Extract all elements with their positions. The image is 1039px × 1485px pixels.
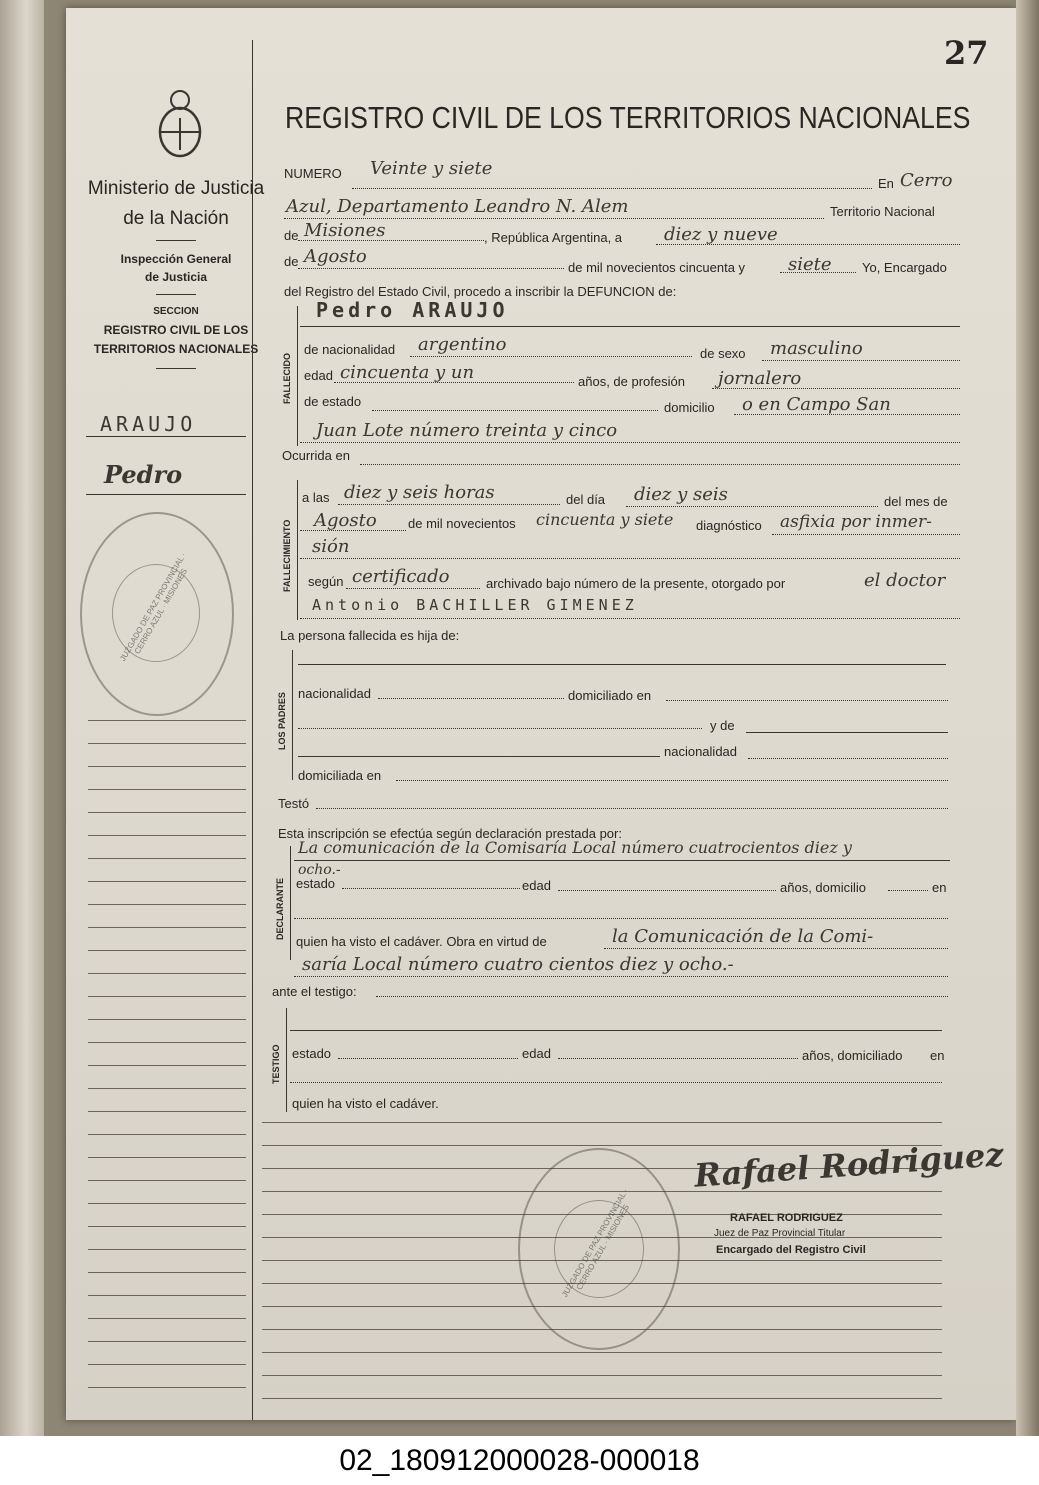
numero-label: NUMERO	[284, 166, 342, 181]
ruled-line	[88, 973, 246, 974]
nacionalidad2-line	[378, 698, 564, 699]
edad2-line	[558, 890, 776, 891]
ruled-line	[88, 1157, 246, 1158]
domicilio-line-2	[300, 442, 960, 443]
declarante-value: La comunicación de la Comisaría Local número cuatrocientos diez y	[298, 838, 852, 857]
segun-label: según	[308, 574, 344, 589]
mes-value: Agosto	[314, 510, 377, 531]
official-stamp	[80, 512, 234, 716]
domicilio-value: o en Campo San	[742, 394, 891, 415]
edad3-line	[558, 1058, 798, 1059]
diag-line	[772, 534, 960, 535]
ruled-line	[88, 1341, 246, 1342]
profesion-line	[712, 388, 960, 389]
ruled-line	[88, 1203, 246, 1204]
ruled-line	[88, 835, 246, 836]
anos-label: años, de profesión	[578, 374, 685, 389]
padre-dom-line	[298, 728, 702, 729]
numero-value: Veinte y siete	[370, 158, 493, 179]
registry-line2: TERRITORIOS NACIONALES	[93, 342, 259, 356]
de-label-2: de	[284, 254, 299, 269]
ruled-line	[88, 1318, 246, 1319]
edad-label: edad	[304, 368, 333, 383]
nacionalidad2-label: nacionalidad	[298, 686, 372, 701]
testo-label: Testó	[278, 796, 310, 811]
registry-line1: REGISTRO CIVIL DE LOS	[103, 323, 249, 337]
page-number: 27	[944, 34, 989, 72]
ruled-line	[88, 1065, 246, 1066]
edad-line	[334, 382, 574, 383]
day-line	[656, 244, 960, 245]
stamp-text: JUZGADO DE PAZ PROVINCIAL · CERRO AZUL · MISIONES	[118, 550, 190, 663]
signatory-role2: Encargado del Registro Civil	[716, 1244, 866, 1256]
ruled-line	[262, 1122, 942, 1123]
divider	[156, 294, 196, 295]
sexo-value: masculino	[770, 338, 863, 359]
domiciliado-label: domiciliado en	[568, 688, 652, 703]
estado2-line	[342, 888, 520, 889]
ruled-line	[88, 812, 246, 813]
ruled-line	[88, 950, 246, 951]
nacionalidad3-label: nacionalidad	[664, 744, 738, 759]
numero-line	[352, 188, 872, 189]
margin-given-name: Pedro	[104, 460, 183, 489]
ruled-line	[88, 1226, 246, 1227]
footer-identifier: 02_180912000028-000018	[0, 1436, 1039, 1485]
ruled-line	[262, 1398, 942, 1399]
signature-scrawl: Rafael Rodriguez	[693, 1135, 1005, 1195]
yde-label: y de	[710, 718, 735, 733]
en-value: Cerro	[900, 170, 953, 191]
obra-line	[604, 948, 948, 949]
doctor-name: Antonio BACHILLER GIMENEZ	[312, 596, 638, 614]
margin-rule	[86, 494, 246, 495]
nacionalidad-label: de nacionalidad	[304, 342, 396, 357]
vertical-label-fallecido: FALLECIDO	[282, 353, 292, 404]
vertical-label-declarante: DECLARANTE	[275, 878, 285, 940]
padre-name-line	[298, 664, 946, 665]
dom2-line	[888, 890, 928, 891]
bracket-testigo	[286, 1008, 287, 1112]
territorio-label: Territorio Nacional	[830, 204, 935, 219]
testo-line	[316, 808, 948, 809]
ocurrida-label: Ocurrida en	[282, 448, 350, 463]
mil2-label: de mil novecientos	[408, 516, 516, 531]
visto-label: quien ha visto el cadáver. Obra en virtud de	[296, 934, 547, 949]
obra-line-2	[294, 976, 948, 977]
ruled-line	[88, 858, 246, 859]
anos-dom-label: años, domicilio	[780, 880, 866, 895]
declarante-line	[294, 860, 950, 861]
de-label: de	[284, 228, 299, 243]
segun-value: certificado	[352, 566, 450, 587]
territory-line	[298, 240, 484, 241]
dia-value: diez y seis	[634, 484, 728, 505]
official-stamp-bottom	[518, 1148, 680, 1350]
inscripcion-label: Esta inscripción se efectúa según declaración prestada por:	[278, 826, 622, 841]
bracket-fallecimiento	[297, 480, 298, 620]
domiciliada-line	[396, 780, 948, 781]
inspection-line2: de Justicia	[144, 270, 208, 284]
place-line	[284, 218, 824, 219]
anos-dom2-label: años, domiciliado	[802, 1048, 903, 1063]
domicilio-label: domicilio	[664, 400, 715, 415]
domicilio-line	[734, 414, 960, 415]
ruled-line	[262, 1375, 942, 1376]
previous-page-edge	[0, 0, 44, 1436]
ocurrida-line	[360, 464, 960, 465]
madre-name-line-2	[298, 756, 660, 757]
domiciliado-line	[666, 700, 948, 701]
ruled-line	[88, 1134, 246, 1135]
ruled-line	[262, 1352, 942, 1353]
ruled-line	[88, 881, 246, 882]
hija-label: La persona fallecida es hija de:	[280, 628, 460, 643]
mes-line	[300, 530, 406, 531]
coat-of-arms-icon	[154, 88, 206, 160]
domiciliada-label: domiciliada en	[298, 768, 382, 783]
deceased-line	[300, 326, 960, 327]
diag-line-2	[300, 558, 960, 559]
day-value: diez y nueve	[664, 224, 778, 245]
profesion-value: jornalero	[718, 368, 802, 389]
ruled-line	[88, 927, 246, 928]
signatory-name: RAFAEL RODRIGUEZ	[730, 1212, 843, 1224]
bracket-declarante	[290, 846, 291, 960]
margin-surname: ARAUJO	[100, 412, 197, 436]
section-label: SECCION	[153, 306, 199, 317]
en-label: En	[878, 176, 894, 191]
ruled-line	[88, 1249, 246, 1250]
diag-value-2: sión	[312, 536, 350, 557]
stamp-text: JUZGADO DE PAZ PROVINCIAL · CERRO AZUL · MISIONES	[560, 1186, 632, 1299]
column-divider	[252, 40, 253, 1420]
declarante-dom-line	[294, 918, 948, 919]
divider	[156, 368, 196, 369]
sexo-line	[762, 360, 960, 361]
dia-line	[626, 506, 878, 507]
registro-label: del Registro del Estado Civil, procedo a inscribir la DEFUNCION de:	[284, 284, 677, 299]
en2-label: en	[932, 880, 947, 895]
dia-label: del día	[566, 492, 606, 507]
edad3-label: edad	[522, 1046, 551, 1061]
ruled-line	[88, 1295, 246, 1296]
ruled-line	[88, 1111, 246, 1112]
estado-line	[372, 410, 658, 411]
estado-label: de estado	[304, 394, 362, 409]
nacionalidad-line	[410, 356, 692, 357]
ruled-line	[88, 996, 246, 997]
signatory-role1: Juez de Paz Provincial Titular	[714, 1228, 846, 1239]
territory-value: Misiones	[304, 220, 386, 241]
page-title: REGISTRO CIVIL DE LOS TERRITORIOS NACIONALES	[285, 100, 971, 135]
year-line	[780, 272, 856, 273]
vertical-label-fallecimiento: FALLECIMIENTO	[282, 519, 292, 592]
ruled-line	[88, 1272, 246, 1273]
testigo-intro-line	[376, 996, 948, 997]
testigo-label: ante el testigo:	[272, 984, 357, 999]
deceased-name: Pedro ARAUJO	[316, 298, 509, 322]
year-value: siete	[788, 254, 832, 275]
edad-value: cincuenta y un	[340, 362, 475, 383]
obra-value-2: saría Local número cuatro cientos diez y ocho.-	[302, 954, 734, 975]
horas-line	[338, 504, 560, 505]
ruled-line	[88, 1364, 246, 1365]
estado3-label: estado	[292, 1046, 332, 1061]
book-edge	[1016, 0, 1039, 1436]
archivado-label: archivado bajo número de la presente, otorgado por	[486, 576, 786, 591]
month-value: Agosto	[304, 246, 367, 267]
alas-label: a las	[302, 490, 330, 505]
ministry-line2: de la Nación	[123, 208, 229, 229]
ruled-line	[88, 1180, 246, 1181]
bracket-padres	[292, 650, 293, 780]
obra-value: la Comunicación de la Comi-	[612, 926, 874, 947]
vertical-label-padres: LOS PADRES	[277, 692, 287, 750]
doctor-value: el doctor	[864, 570, 946, 591]
horas-value: diez y seis horas	[344, 482, 495, 503]
place-value: Azul, Departamento Leandro N. Alem	[286, 196, 629, 217]
sexo-label: de sexo	[700, 346, 746, 361]
anio2-value: cincuenta y siete	[536, 510, 674, 529]
en3-label: en	[930, 1048, 945, 1063]
ministry-line1: Ministerio de Justicia	[87, 178, 265, 199]
estado2-label: estado	[296, 876, 336, 891]
diag-value: asfixia por inmer-	[780, 512, 932, 532]
domicilio-value-2: Juan Lote número treinta y cinco	[316, 420, 618, 441]
testigo-name-line	[290, 1030, 942, 1031]
divider	[156, 240, 196, 241]
ruled-line	[88, 720, 246, 721]
declarante-value-2: ocho.-	[298, 862, 341, 878]
inspection-line1: Inspección General	[120, 252, 232, 266]
madre-name-line	[746, 732, 948, 733]
nacionalidad3-line	[748, 758, 948, 759]
vertical-label-testigo: TESTIGO	[271, 1044, 281, 1084]
ruled-line	[88, 743, 246, 744]
testigo-dom-line	[290, 1082, 942, 1083]
visto2-label: quien ha visto el cadáver.	[292, 1096, 439, 1111]
ruled-line	[88, 789, 246, 790]
ruled-line	[88, 1019, 246, 1020]
segun-line	[346, 588, 480, 589]
nacionalidad-value: argentino	[418, 334, 507, 355]
ruled-line	[88, 904, 246, 905]
doctor-line	[300, 618, 960, 619]
mes-label: del mes de	[884, 494, 948, 509]
month-line	[298, 268, 564, 269]
republica-label: , República Argentina, a	[484, 230, 623, 245]
ruled-line	[88, 1088, 246, 1089]
yo-label: Yo, Encargado	[862, 260, 947, 275]
mil-label: de mil novecientos cincuenta y	[568, 260, 746, 275]
estado3-line	[338, 1058, 518, 1059]
edad2-label: edad	[522, 878, 551, 893]
diag-label: diagnóstico	[696, 518, 762, 533]
margin-rule	[86, 436, 246, 437]
ruled-line	[88, 766, 246, 767]
ruled-line	[88, 1042, 246, 1043]
ruled-line	[88, 1387, 246, 1388]
bracket-fallecido	[297, 306, 298, 446]
